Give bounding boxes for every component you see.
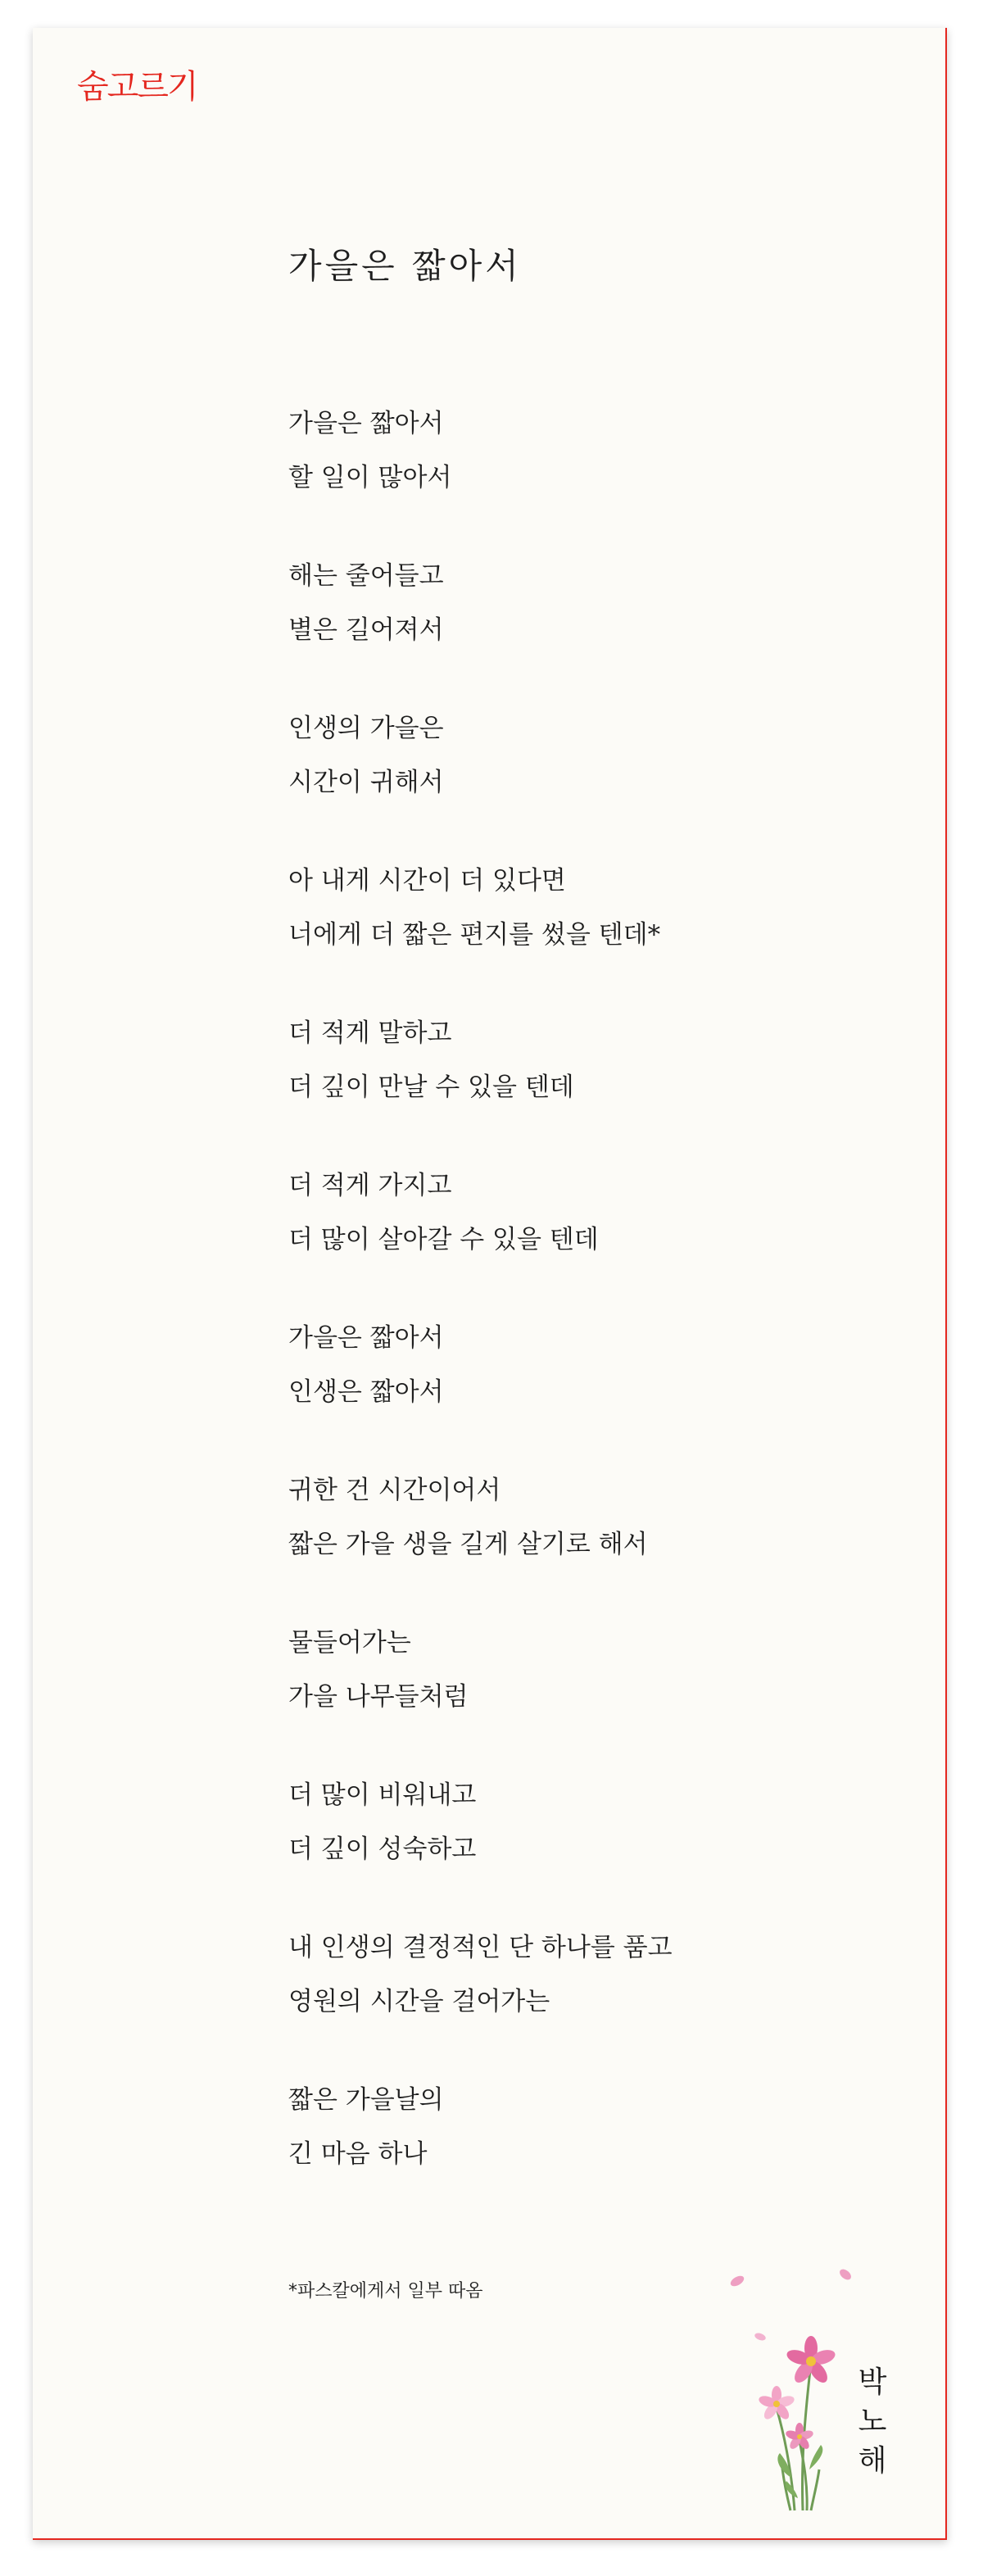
- poem-line: 시간이 귀해서: [288, 768, 444, 797]
- poem-line: 별은 길어져서: [288, 615, 444, 645]
- poem-stanza: [288, 1159, 673, 1267]
- poem-line: 가을은 짧아서: [288, 1323, 444, 1353]
- poem-stanza: [288, 1616, 673, 1724]
- poem-line: 더 많이 살아갈 수 있을 텐데: [288, 1225, 599, 1254]
- poem-line: 더 깊이 성숙하고: [288, 1834, 477, 1864]
- poem-stanza: [288, 1311, 673, 1419]
- poem-line: 긴 마음 하나: [288, 2139, 428, 2169]
- signature-syllable: 노: [858, 2405, 887, 2438]
- poem-stanza: [288, 549, 673, 657]
- poem-line: 더 적게 말하고: [288, 1018, 452, 1048]
- poem-line: 가을은 짧아서: [288, 409, 444, 438]
- poem-line: 해는 줄어들고: [288, 561, 444, 591]
- poem-stanza: [288, 1006, 673, 1114]
- poem-stanza: [288, 2073, 673, 2181]
- poem-stanza: [288, 1921, 673, 2029]
- poem-line: 귀한 건 시간이어서: [288, 1476, 501, 1505]
- brand-logo[interactable]: 숨고르기: [77, 68, 197, 106]
- poem-line: 짧은 가을 생을 길게 살기로 해서: [288, 1530, 648, 1559]
- poem-line: 할 일이 많아서: [288, 463, 452, 492]
- poem-line: 내 인생의 결정적인 단 하나를 품고: [288, 1933, 673, 1962]
- poem-line: 아 내게 시간이 더 있다면: [288, 866, 566, 896]
- poem-line: 너에게 더 짧은 편지를 썼을 텐데*: [288, 920, 661, 950]
- poem-stanza: [288, 1768, 673, 1876]
- poem-stanza: [288, 397, 673, 505]
- poem-line: 가을 나무들처럼: [288, 1682, 469, 1712]
- footnote: *파스칼에게서 일부 따옴: [288, 2281, 483, 2302]
- poem-line: 인생은 짧아서: [288, 1377, 444, 1407]
- poem-title: 가을은 짧아서: [288, 246, 522, 286]
- poem-line: 더 적게 가지고: [288, 1171, 452, 1200]
- signature-syllable: 해: [858, 2444, 887, 2478]
- poem-card: [33, 28, 947, 2540]
- poem-line: 인생의 가을은: [288, 714, 444, 743]
- poem-line: 더 깊이 만날 수 있을 텐데: [288, 1073, 574, 1102]
- poem-line: 짧은 가을날의: [288, 2085, 444, 2115]
- poem-stanza: [288, 854, 673, 962]
- poem-line: 물들어가는: [288, 1628, 411, 1658]
- poem-stanza: [288, 1463, 673, 1571]
- poem-line: 영원의 시간을 걸어가는: [288, 1987, 550, 2016]
- signature-syllable: 박: [858, 2365, 887, 2399]
- poem-body: [288, 397, 673, 2225]
- poem-line: 더 많이 비워내고: [288, 1780, 477, 1810]
- author-signature: [852, 2363, 893, 2481]
- poem-stanza: [288, 701, 673, 810]
